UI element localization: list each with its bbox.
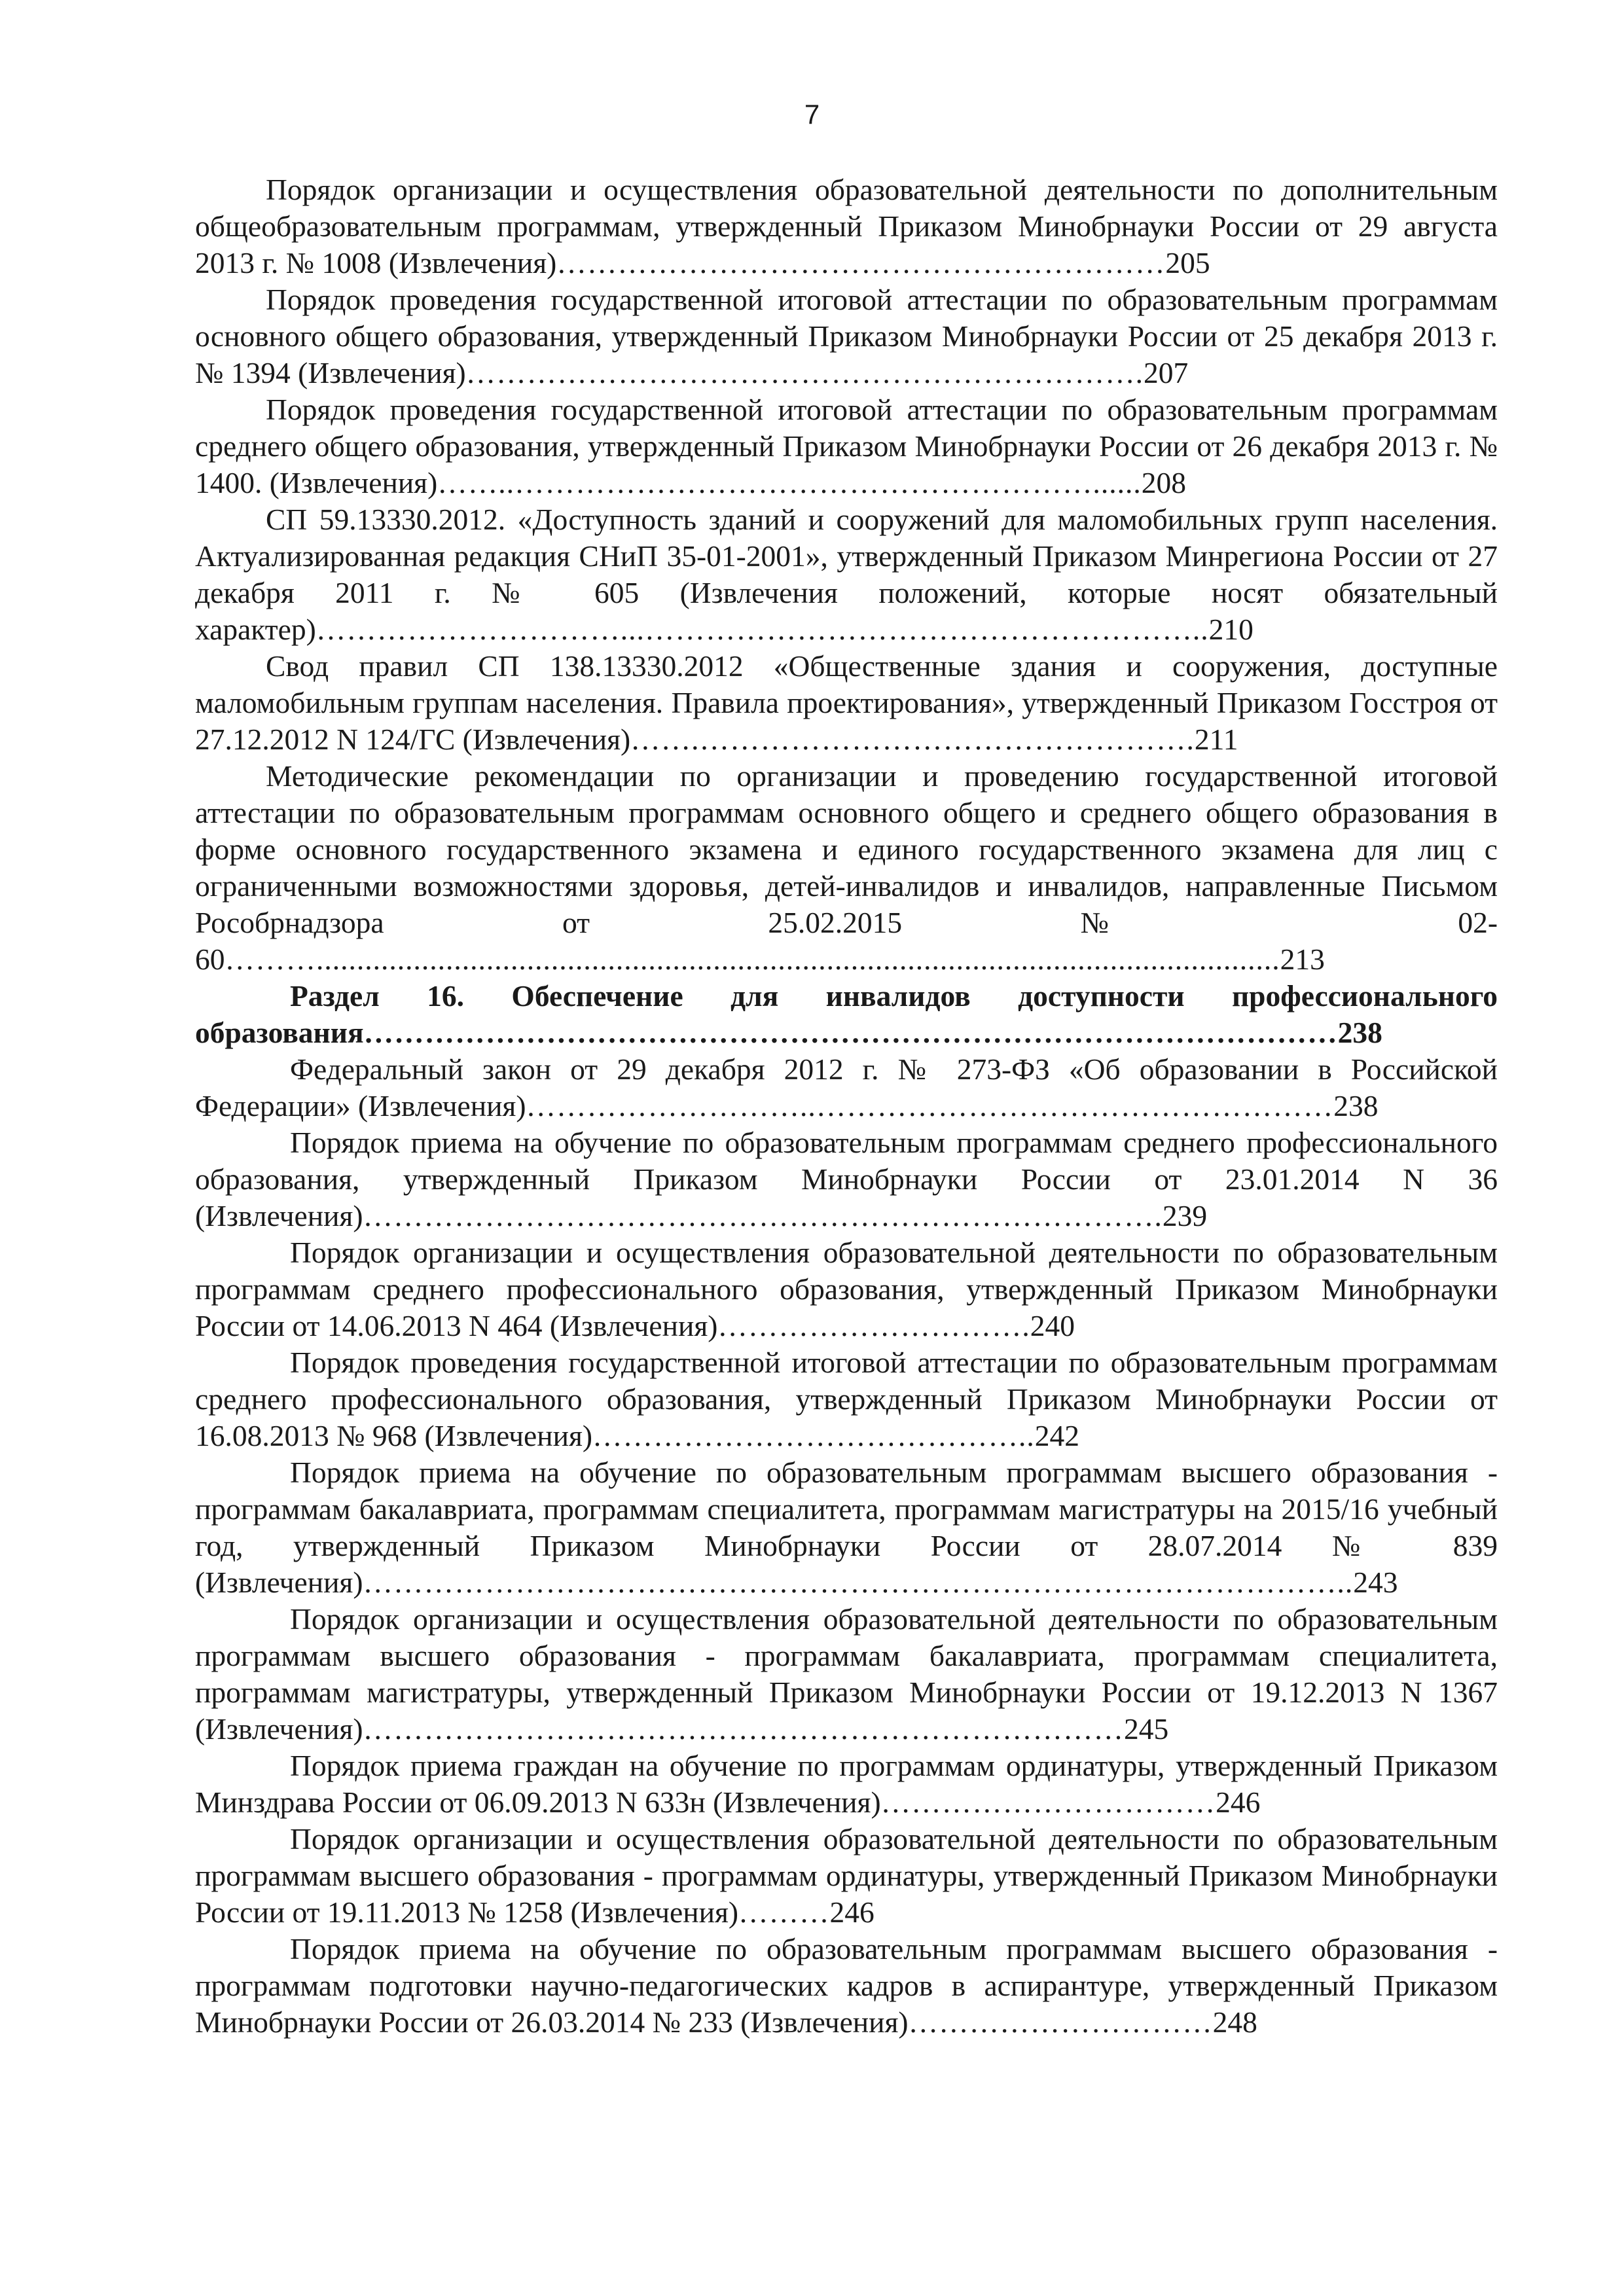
table-of-contents — [195, 171, 1498, 2041]
toc-entry-page: 248 — [1212, 2005, 1257, 2039]
toc-entry-page: 245 — [1124, 1712, 1169, 1746]
toc-entry-page: 207 — [1144, 356, 1189, 389]
toc-entry-title: СП 59.13330.2012. «Доступность зданий и сооружений для маломобильных групп населения. Актуализированная редакция СНиП 35-01-2001», утвержденный Приказом Минрегиона России от 27 декабря 2011 г. № 605 (Извлечения положений, которые носят обязательный характер) — [195, 503, 1498, 646]
toc-entry-leader: …………………………. — [717, 1309, 1030, 1342]
toc-entry — [195, 1051, 1498, 1124]
toc-entry-leader: …………………………………………………… — [556, 246, 1166, 279]
toc-entry — [195, 1748, 1498, 1821]
toc-entry-page: 246 — [1216, 1785, 1261, 1819]
toc-entry-page: 213 — [1280, 942, 1325, 976]
toc-entry-page: 211 — [1194, 723, 1238, 756]
toc-entry-page: 238 — [1333, 1089, 1379, 1122]
toc-entry-title: Порядок проведения государственной итоговой аттестации по образовательным программам среднего профессионального образования, утвержденный Приказом Минобрнауки России от 16.08.2013 № 968 (Извлечения) — [195, 1346, 1498, 1452]
toc-entry-title: Федеральный закон от 29 декабря 2012 г. № 273-ФЗ «Об образовании в Российской Федерации» (Извлечения) — [195, 1052, 1498, 1122]
toc-entry-page: 208 — [1141, 466, 1186, 499]
toc-entry — [195, 171, 1498, 281]
toc-entry — [195, 1234, 1498, 1344]
toc-entry-leader: …………………………………………………………. — [465, 356, 1144, 389]
toc-section-title: Раздел 16. Обеспечение для инвалидов доступности профессионального образования — [195, 979, 1498, 1049]
toc-entry-leader: ………....................................................................................................................... — [225, 942, 1280, 976]
toc-entry — [195, 1821, 1498, 1931]
toc-entry-page: 239 — [1162, 1199, 1208, 1232]
page-number: 7 — [804, 99, 820, 130]
toc-entry — [195, 1454, 1498, 1601]
toc-entry — [195, 1931, 1498, 2041]
toc-entry-title: Порядок приема на обучение по образовательным программам высшего образования - программам бакалавриата, программам специалитета, программам магистратуры на 2015/16 учебный год, утвержденный Приказом Минобрнауки России от 28.07.2014 № 839 (Извлечения) — [195, 1456, 1498, 1599]
toc-entry-leader: …………………………………….. — [592, 1419, 1035, 1452]
toc-entry-title: Порядок приема граждан на обучение по программам ординатуры, утвержденный Приказом Минздрава России от 06.09.2013 N 633н (Извлечения) — [195, 1749, 1498, 1819]
toc-entry — [195, 1124, 1498, 1234]
toc-entry-leader: ………………………………………………………………… — [363, 1712, 1124, 1746]
toc-entry — [195, 391, 1498, 501]
toc-entry-page: 243 — [1353, 1566, 1398, 1599]
toc-entry-page: 246 — [829, 1895, 875, 1929]
toc-entry-leader: ……………………………………………………………………. — [363, 1199, 1163, 1232]
toc-entry-page: 210 — [1208, 613, 1254, 646]
toc-entry-page: 205 — [1165, 246, 1210, 279]
toc-entry-leader: …………………………………………………………………………………… — [363, 1016, 1338, 1049]
toc-entry-leader: ………………………… — [908, 2005, 1213, 2039]
toc-entry-title: Свод правил СП 138.13330.2012 «Общественные здания и сооружения, доступные маломобильным группам населения. Правила проектирования», утвержденный Приказом Госстроя от 27.12.2012 N 124/ГС (Извлечения) — [195, 649, 1498, 756]
toc-entry-page: 238 — [1337, 1016, 1382, 1049]
toc-entry — [195, 1601, 1498, 1748]
toc-entry-leader: …….…………………………………………. — [630, 723, 1195, 756]
toc-entry-title: Порядок организации и осуществления образовательной деятельности по образовательным программам высшего образования - программам бакалавриата, программам специалитета, программам магистратуры, утвержденный Приказом Минобрнауки России от 19.12.2013 N 1367 (Извлечения) — [195, 1602, 1498, 1746]
toc-section-heading — [195, 978, 1498, 1051]
toc-entry-title: Порядок приема на обучение по образовательным программам среднего профессионального образования, утвержденный Приказом Минобрнауки России от 23.01.2014 N 36 (Извлечения) — [195, 1126, 1498, 1232]
toc-entry-leader: ……..…………………………………………………...... — [437, 466, 1142, 499]
toc-entry-leader: ……… — [738, 1895, 830, 1929]
toc-entry-title: Порядок организации и осуществления образовательной деятельности по образовательным программам среднего профессионального образования, утвержденный Приказом Минобрнауки России от 14.06.2013 N 464 (Извлечения) — [195, 1236, 1498, 1342]
toc-entry — [195, 501, 1498, 648]
toc-entry-leader: …………………………………………………………………………………….. — [363, 1566, 1354, 1599]
toc-entry — [195, 758, 1498, 978]
toc-entry — [195, 281, 1498, 391]
toc-entry-page: 242 — [1034, 1419, 1080, 1452]
toc-entry — [195, 648, 1498, 758]
toc-entry-title: Порядок проведения государственной итоговой аттестации по образовательным программам основного общего образования, утвержденный Приказом Минобрнауки России от 25 декабря 2013 г. № 1394 (Извлечения) — [195, 283, 1498, 389]
toc-entry-leader: …………………………… — [880, 1785, 1216, 1819]
toc-entry-title: Порядок организации и осуществления образовательной деятельности по дополнительным общеобразовательным программам, утвержденный Приказом Минобрнауки России от 29 августа 2013 г. № 1008 (Извлечения) — [195, 173, 1498, 279]
toc-entry — [195, 1344, 1498, 1454]
toc-entry-title: Порядок приема на обучение по образовательным программам высшего образования - программам подготовки научно-педагогических кадров в аспирантуре, утвержденный Приказом Минобрнауки России от 26.03.2014 № 233 (Извлечения) — [195, 1932, 1498, 2039]
toc-entry-title: Порядок проведения государственной итоговой аттестации по образовательным программам среднего общего образования, утвержденный Приказом Минобрнауки России от 26 декабря 2013 г. № 1400. (Извлечения) — [195, 393, 1498, 499]
toc-entry-title: Методические рекомендации по организации и проведению государственной итоговой аттестации по образовательным программам основного общего и среднего общего образования в форме основного государственного экзамена и единого государственного экзамена для лиц с ограниченными возможностями здоровья, детей-инвалидов и инвалидов, направленные Письмом Рособрнадзора от 25.02.2015 № 02-60 — [195, 759, 1498, 976]
toc-entry-page: 240 — [1030, 1309, 1075, 1342]
toc-entry-leader: ………………………..…………………………………………… — [526, 1089, 1334, 1122]
toc-entry-title: Порядок организации и осуществления образовательной деятельности по образовательным программам высшего образования - программам ординатуры, утвержденный Приказом Минобрнауки России от 19.11.2013 № 1258 (Извлечения) — [195, 1822, 1498, 1929]
toc-entry-leader: …………………………...……………………………………………….. — [316, 613, 1209, 646]
